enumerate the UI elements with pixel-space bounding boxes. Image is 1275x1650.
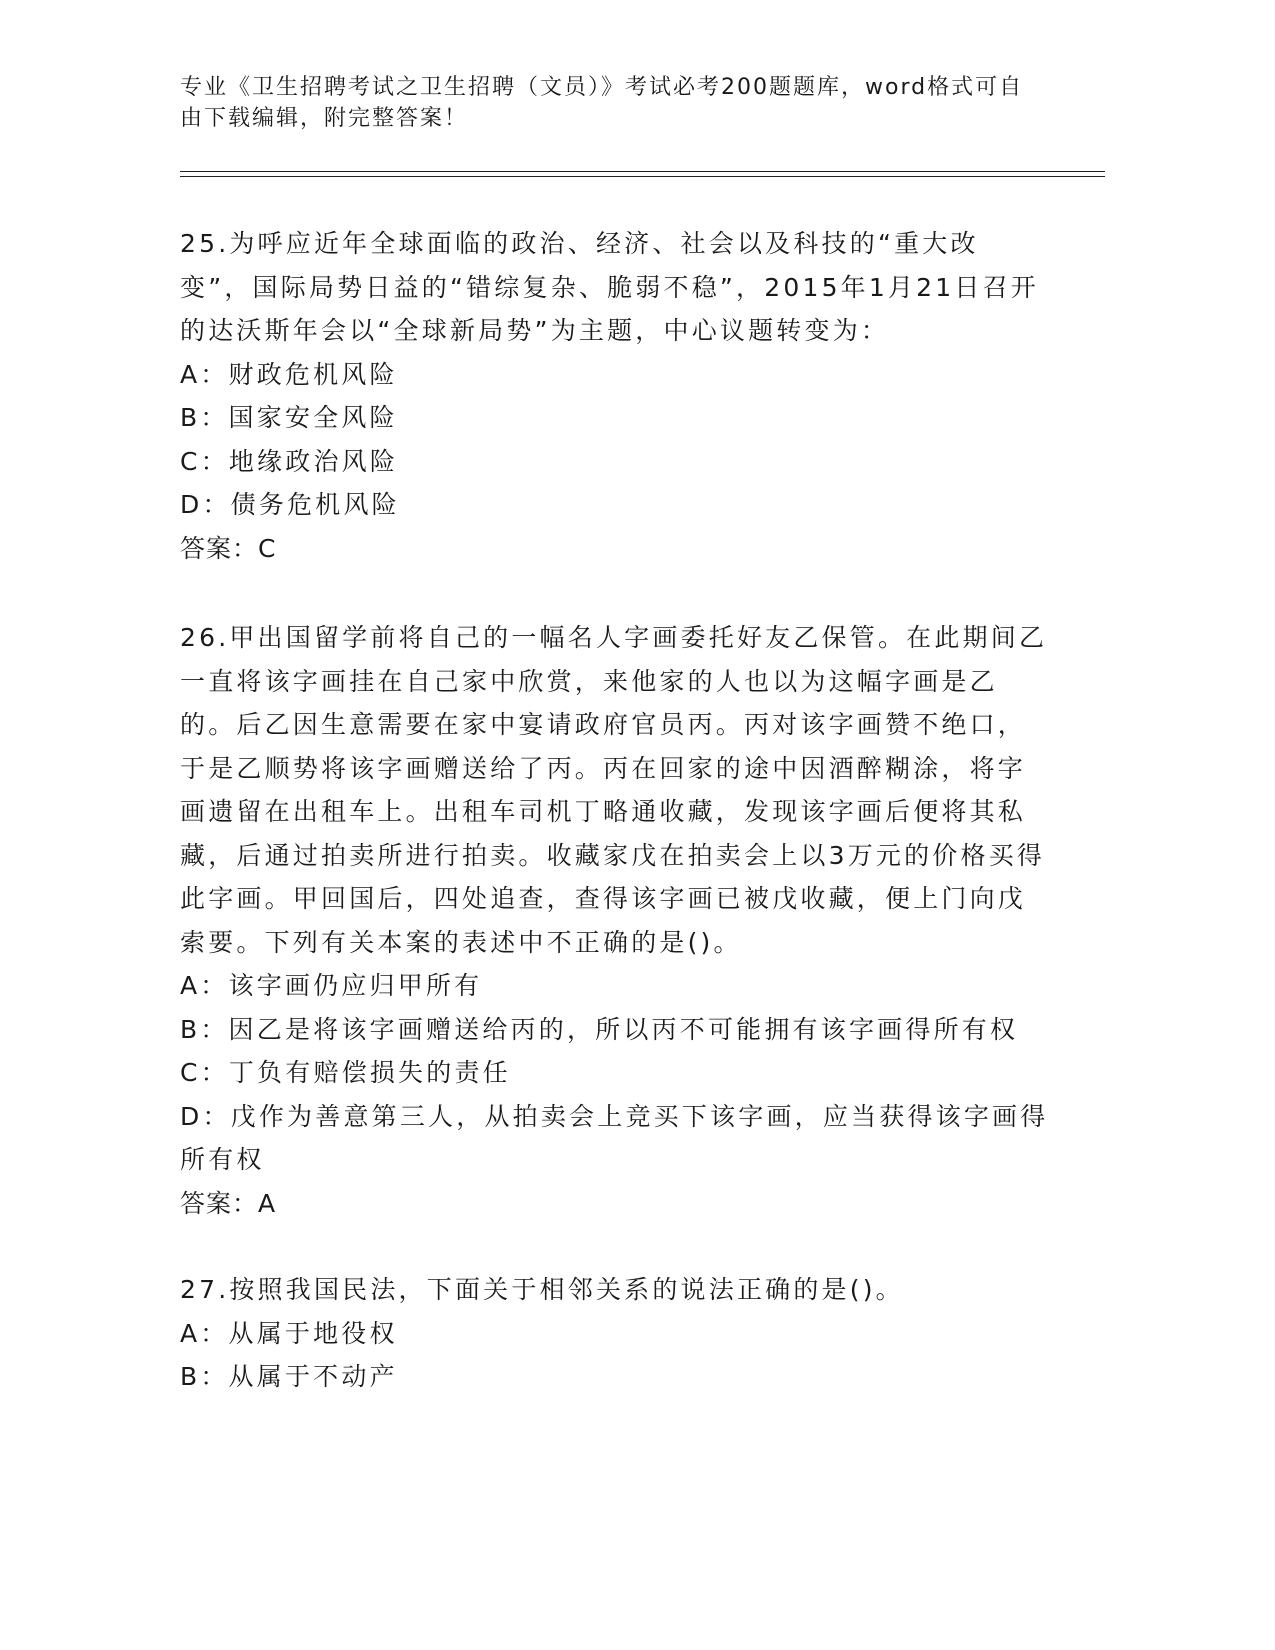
option-d: D：债务危机风险 [180,490,400,519]
header-divider [180,171,1105,177]
document-header: 专业《卫生招聘考试之卫生招聘（文员）》考试必考200题题库，word格式可自由下载编辑，附完整答案！ [180,75,1024,131]
question-27 [180,1268,1050,1399]
answer-label: 答案：A [180,1188,277,1218]
option-b: B：因乙是将该字画赠送给丙的，所以丙不可能拥有该字画得所有权 [180,1014,1019,1044]
option-a: A：该字画仍应归甲所有 [180,971,483,1000]
option-b: B：从属于不动产 [180,1362,398,1391]
question-26 [180,616,1050,1225]
option-d: D：戊作为善意第三人，从拍卖会上竞买下该字画，应当获得该字画得所有权 [180,1101,1049,1174]
option-c: C：丁负有赔偿损失的责任 [180,1058,511,1087]
question-stem: 25.为呼应近年全球面临的政治、经济、社会以及科技的“重大改变”，国际局势日益的“错综复杂、脆弱不稳”，2015年1月21日召开的达沃斯年会以“全球新局势”为主题，中心议题转变为： [180,229,1039,345]
option-a: A：从属于地役权 [180,1318,398,1348]
option-c: C：地缘政治风险 [180,446,399,476]
option-b: B：国家安全风险 [180,403,398,432]
question-stem: 27.按照我国民法，下面关于相邻关系的说法正确的是()。 [180,1275,904,1304]
answer-label: 答案：C [180,533,277,563]
question-stem: 26.甲出国留学前将自己的一幅名人字画委托好友乙保管。在此期间乙一直将该字画挂在自己家中欣赏，来他家的人也以为这幅字画是乙的。后乙因生意需要在家中宴请政府官员丙。丙对该字画赞不绝口，于是乙顺势将该字画赠送给了丙。丙在回家的途中因酒醉糊涂，将字画遗留在出租车上。出租车司机丁略通收藏，发现该字画后便将其私藏，后通过拍卖所进行拍卖。收藏家戊在拍卖会上以3万元的价格买得此字画。甲回国后，四处追查，查得该字画已被戊收藏，便上门向戊索要。下列有关本案的表述中不正确的是()。 [180,623,1048,957]
question-25 [180,222,1050,570]
option-a: A：财政危机风险 [180,359,398,389]
